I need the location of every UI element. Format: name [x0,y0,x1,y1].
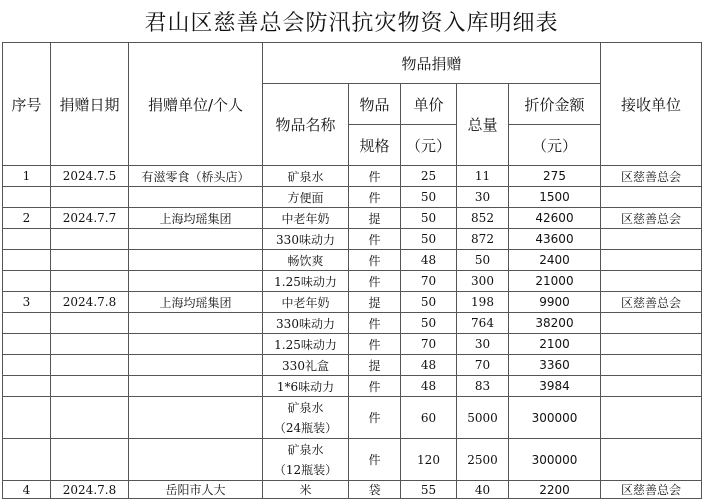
cell-spec: 提 [349,292,401,313]
header-amount-line2: （元） [509,125,601,166]
cell-date [51,334,129,355]
cell-donor [129,313,263,334]
cell-item-name: 330味动力 [263,313,349,334]
cell-price: 50 [401,292,457,313]
cell-donor [129,334,263,355]
cell-spec: 件 [349,271,401,292]
cell-price: 48 [401,355,457,376]
cell-amount: 300000 [509,439,601,481]
cell-date [51,271,129,292]
cell-qty: 30 [457,334,509,355]
cell-qty: 300 [457,271,509,292]
cell-spec: 件 [349,313,401,334]
cell-donor [129,250,263,271]
table-row [3,292,702,313]
cell-item-name: 1.25味动力 [263,271,349,292]
cell-price: 50 [401,208,457,229]
cell-price: 25 [401,166,457,187]
cell-item-name: 矿泉水 [263,166,349,187]
cell-item-name-line1: 矿泉水 [287,442,324,457]
cell-seq [3,376,51,397]
header-spec-line2: 规格 [349,125,401,166]
table-row [3,439,702,481]
cell-donor [129,271,263,292]
cell-qty: 11 [457,166,509,187]
cell-receiver: 区慈善总会 [601,208,702,229]
cell-date: 2024.7.7 [51,208,129,229]
cell-seq: 2 [3,208,51,229]
cell-receiver [601,313,702,334]
cell-seq [3,313,51,334]
cell-spec: 提 [349,355,401,376]
cell-spec: 提 [349,208,401,229]
cell-seq [3,187,51,208]
cell-amount: 3984 [509,376,601,397]
header-amount-line1: 折价金额 [509,84,601,125]
cell-donor [129,355,263,376]
cell-seq: 3 [3,292,51,313]
header-receiver: 接收单位 [601,43,702,166]
cell-receiver: 区慈善总会 [601,481,702,499]
cell-price: 48 [401,376,457,397]
header-row-1 [3,43,702,84]
header-item-name: 物品名称 [263,84,349,166]
cell-date [51,250,129,271]
cell-amount: 21000 [509,271,601,292]
cell-qty: 70 [457,355,509,376]
cell-date [51,187,129,208]
cell-receiver [601,187,702,208]
cell-price: 70 [401,271,457,292]
table-row [3,187,702,208]
cell-seq [3,271,51,292]
cell-price: 50 [401,229,457,250]
cell-amount: 275 [509,166,601,187]
header-spec-line1: 物品 [349,84,401,125]
cell-amount: 1500 [509,187,601,208]
cell-price: 48 [401,250,457,271]
cell-donor: 上海均瑶集团 [129,292,263,313]
cell-date: 2024.7.8 [51,481,129,499]
cell-seq: 4 [3,481,51,499]
table-row [3,376,702,397]
cell-receiver [601,334,702,355]
table-row [3,271,702,292]
cell-date [51,313,129,334]
cell-seq [3,334,51,355]
cell-item-name-line1: 矿泉水 [287,400,324,415]
cell-receiver [601,250,702,271]
cell-date: 2024.7.8 [51,292,129,313]
cell-receiver: 区慈善总会 [601,292,702,313]
cell-donor [129,229,263,250]
cell-donor [129,187,263,208]
cell-amount: 43600 [509,229,601,250]
cell-seq: 1 [3,166,51,187]
cell-price: 120 [401,439,457,481]
cell-date [51,355,129,376]
cell-qty: 2500 [457,439,509,481]
cell-item-name: 米 [263,481,349,499]
table-row [3,313,702,334]
cell-receiver [601,376,702,397]
cell-item-name-line2: （24瓶装） [273,420,338,435]
cell-item-name: 方便面 [263,187,349,208]
cell-item-name: 1*6味动力 [263,376,349,397]
table-row [3,250,702,271]
table-row [3,334,702,355]
cell-receiver [601,229,702,250]
cell-seq [3,250,51,271]
header-price-line1: 单价 [401,84,457,125]
sheet-title: 君山区慈善总会防汛抗灾物资入库明细表 [144,10,559,36]
cell-spec: 件 [349,187,401,208]
cell-seq [3,439,51,481]
cell-amount: 2100 [509,334,601,355]
cell-item-name-line2: （12瓶装） [273,462,338,477]
cell-donor [129,439,263,481]
cell-date [51,397,129,439]
cell-price: 50 [401,313,457,334]
cell-spec: 件 [349,250,401,271]
cell-spec: 件 [349,397,401,439]
header-qty: 总量 [457,84,509,166]
cell-qty: 852 [457,208,509,229]
cell-receiver [601,439,702,481]
cell-spec: 件 [349,376,401,397]
cell-qty: 872 [457,229,509,250]
cell-seq [3,229,51,250]
cell-donor: 上海均瑶集团 [129,208,263,229]
cell-date [51,229,129,250]
donation-table [2,42,702,499]
cell-donor [129,397,263,439]
table-row [3,355,702,376]
cell-price: 60 [401,397,457,439]
cell-spec: 袋 [349,481,401,499]
table-row [3,208,702,229]
cell-amount: 42600 [509,208,601,229]
cell-qty: 198 [457,292,509,313]
cell-receiver [601,355,702,376]
cell-spec: 件 [349,166,401,187]
cell-spec: 件 [349,439,401,481]
cell-donor [129,376,263,397]
header-donor: 捐赠单位/个人 [129,43,263,166]
cell-seq [3,355,51,376]
cell-price: 55 [401,481,457,499]
cell-receiver [601,397,702,439]
cell-amount: 2400 [509,250,601,271]
cell-seq [3,397,51,439]
cell-amount: 9900 [509,292,601,313]
cell-date [51,376,129,397]
cell-donor: 有滋零食（桥头店） [129,166,263,187]
cell-receiver [601,271,702,292]
cell-item-name: 330礼盒 [263,355,349,376]
cell-amount: 38200 [509,313,601,334]
cell-item-name [263,439,349,481]
cell-item-name: 中老年奶 [263,292,349,313]
cell-date: 2024.7.5 [51,166,129,187]
cell-amount: 3360 [509,355,601,376]
cell-amount: 300000 [509,397,601,439]
cell-receiver: 区慈善总会 [601,166,702,187]
cell-qty: 83 [457,376,509,397]
cell-qty: 50 [457,250,509,271]
cell-date [51,439,129,481]
cell-item-name: 畅饮爽 [263,250,349,271]
cell-spec: 件 [349,229,401,250]
cell-qty: 30 [457,187,509,208]
cell-qty: 5000 [457,397,509,439]
cell-price: 70 [401,334,457,355]
header-price-line2: （元） [401,125,457,166]
cell-qty: 764 [457,313,509,334]
header-seq: 序号 [3,43,51,166]
cell-spec: 件 [349,334,401,355]
cell-item-name: 330味动力 [263,229,349,250]
cell-item-name: 中老年奶 [263,208,349,229]
table-row [3,397,702,439]
cell-item-name: 1.25味动力 [263,334,349,355]
table-row [3,481,702,499]
cell-amount: 2200 [509,481,601,499]
cell-donor: 岳阳市人大 [129,481,263,499]
table-row [3,229,702,250]
header-date: 捐赠日期 [51,43,129,166]
cell-qty: 40 [457,481,509,499]
cell-price: 50 [401,187,457,208]
header-items-group: 物品捐赠 [263,43,601,84]
table-row [3,166,702,187]
cell-item-name [263,397,349,439]
